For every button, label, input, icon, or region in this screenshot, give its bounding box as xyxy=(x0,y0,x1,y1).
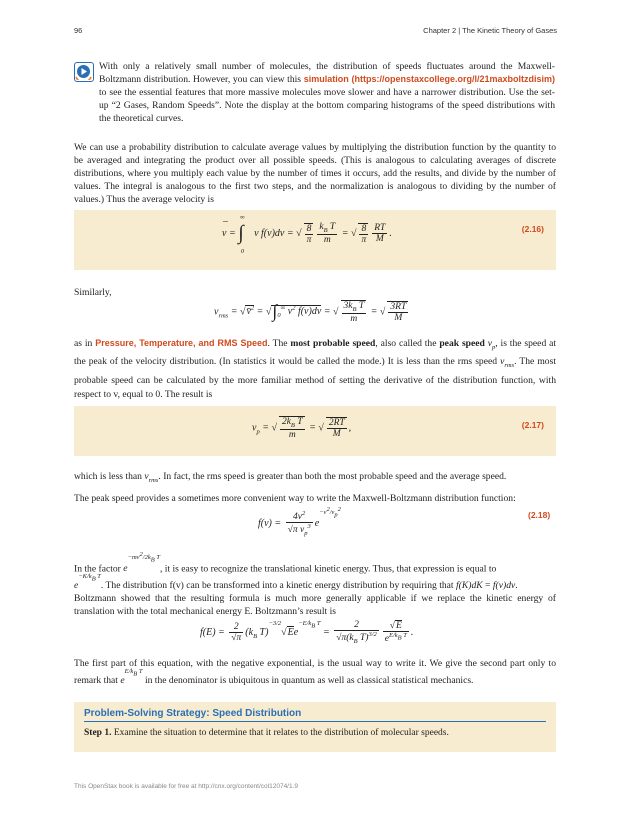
equation-vrms: $v_{rms}$ = √v̄$^2$ = $√\int_0^\infty$ $v^2$ f(v)dv = √ $\frac{3k_B T}{m}$ = √ $\frac{3RT}{M}$ xyxy=(214,301,407,324)
paragraph-peak-speed-form: The peak speed provides a sometimes more convenient way to write the Maxwell-Boltzmann distribution function: xyxy=(74,493,516,504)
equation-number: (2.17) xyxy=(521,420,544,430)
similarly: Similarly, xyxy=(74,287,112,298)
sim-icon[interactable] xyxy=(74,62,94,82)
sim-note: With only a relatively small number of molecules, the distribution of speeds fluctuates around the Maxwell-Boltzmann distribution. However, you can view this simulation (https://openstaxcollege.org/l/21maxboltzdisim) to see the essential features that more massive molecules move slower and have a narrower distribution. Use the set-up “2 Gases, Random Speeds”. Note the display at the bottom comparing histograms of the speed distributions with the theoretical curves. xyxy=(99,61,555,124)
equation-number-2-18: (2.18) xyxy=(528,510,551,520)
strategy-title: Problem-Solving Strategy: Speed Distribution xyxy=(84,708,546,722)
paragraph-less-than-vrms: which is less than $v_{rms}$. In fact, the rms speed is greater than both the most probable speed and the average speed. xyxy=(74,471,507,484)
strategy-box xyxy=(74,702,556,752)
footer-note: This OpenStax book is available for free at http://cnx.org/content/col12074/1.9 xyxy=(74,783,299,790)
equation-boltzmann-result: f(E) = $\frac{2}{√\pi}$ ($k_B$ $T)^{-3/2}√Ee^{-E/k_B T}$ = $\frac{2}{√\pi(k_B T)^{3/2}}$ $\frac{√E}{e^{E/k_B T}}$ . xyxy=(200,619,414,646)
paragraph-first-part: The first part of this equation, with the negative exponential, is the usual way to write it. We give the second part only to remark that $e^{E/k_B T}$ in the denominator is ubiquitous in quantum as well as classical statistical mechanics. xyxy=(74,658,556,687)
chapter-header: Chapter 2 | The Kinetic Theory of Gases xyxy=(423,26,557,35)
page-number: 96 xyxy=(74,26,83,35)
equation-box-2-17 xyxy=(74,406,556,456)
paragraph-factor-line2: $e^{-K/k_B T}$. The distribution f(v) can be transformed into a kinetic energy distribution by requiring that f(K)dK = f(v)dv. xyxy=(74,573,518,592)
paragraph-peak-speed: as in Pressure, Temperature, and RMS Speed. The most probable speed, also called the peak speed $v_p$, is the speed at the peak of the velocity distribution. (In statistics it would be called the mode.) It is less than the rms speed $v_{rms}$. The most probable speed can be calculated by the more familiar method of setting the derivative of the distribution function, with respect to v, equal to 0. The result is xyxy=(74,338,557,401)
equation-2-16: v ¯ = $\int_0^\infty$ v f(v)dv = √ $\frac{8}{\pi}$ $\frac{k_B T}{m}$ = √ $\frac{8}{\pi}$ $\frac{RT}{M}$ . xyxy=(222,214,392,255)
play-icon xyxy=(75,63,92,80)
equation-2-18: f(v) = $\frac{4v^2}{√\pi v_p^3}$ $e^{-v^2/v_p^2}$ xyxy=(258,505,341,538)
paragraph-average-velocity: We can use a probability distribution to calculate average values by multiplying the distribution function by the quantity to be averaged and integrating the product over all possible speeds. (This is analogous to calculating averages of discrete distributions, where you multiply each value by the number of times it occurs, add the results, and divide by the number of values. The integral is analogous to the first two steps, and the normalization is analogous to dividing by the number of values.) Thus the average velocity is xyxy=(74,142,556,205)
equation-number: (2.16) xyxy=(521,224,544,234)
paragraph-boltzmann: Boltzmann showed that the resulting formula is much more generally applicable if we replace the kinetic energy of translation with the total mechanical energy E. Boltzmann’s result is xyxy=(74,593,556,617)
pressure-temperature-link[interactable]: Pressure, Temperature, and RMS Speed xyxy=(95,338,268,348)
paragraph-factor-line1: In the factor $e^{-mv^2/2k_B T}$, it is easy to recognize the translational kinetic energy. Thus, that expression is equal to xyxy=(74,551,497,575)
equation-box-2-16 xyxy=(74,210,556,270)
equation-2-17: $v_p$ = √ $\frac{2k_B T}{m}$ = √ $\frac{2RT}{M}$ , xyxy=(252,417,352,440)
simulation-link[interactable]: simulation (https://openstaxcollege.org/l/21maxboltzdisim) xyxy=(303,74,555,84)
strategy-step-1: Step 1. Examine the situation to determine that it relates to the distribution of molecular speeds. xyxy=(84,728,449,738)
